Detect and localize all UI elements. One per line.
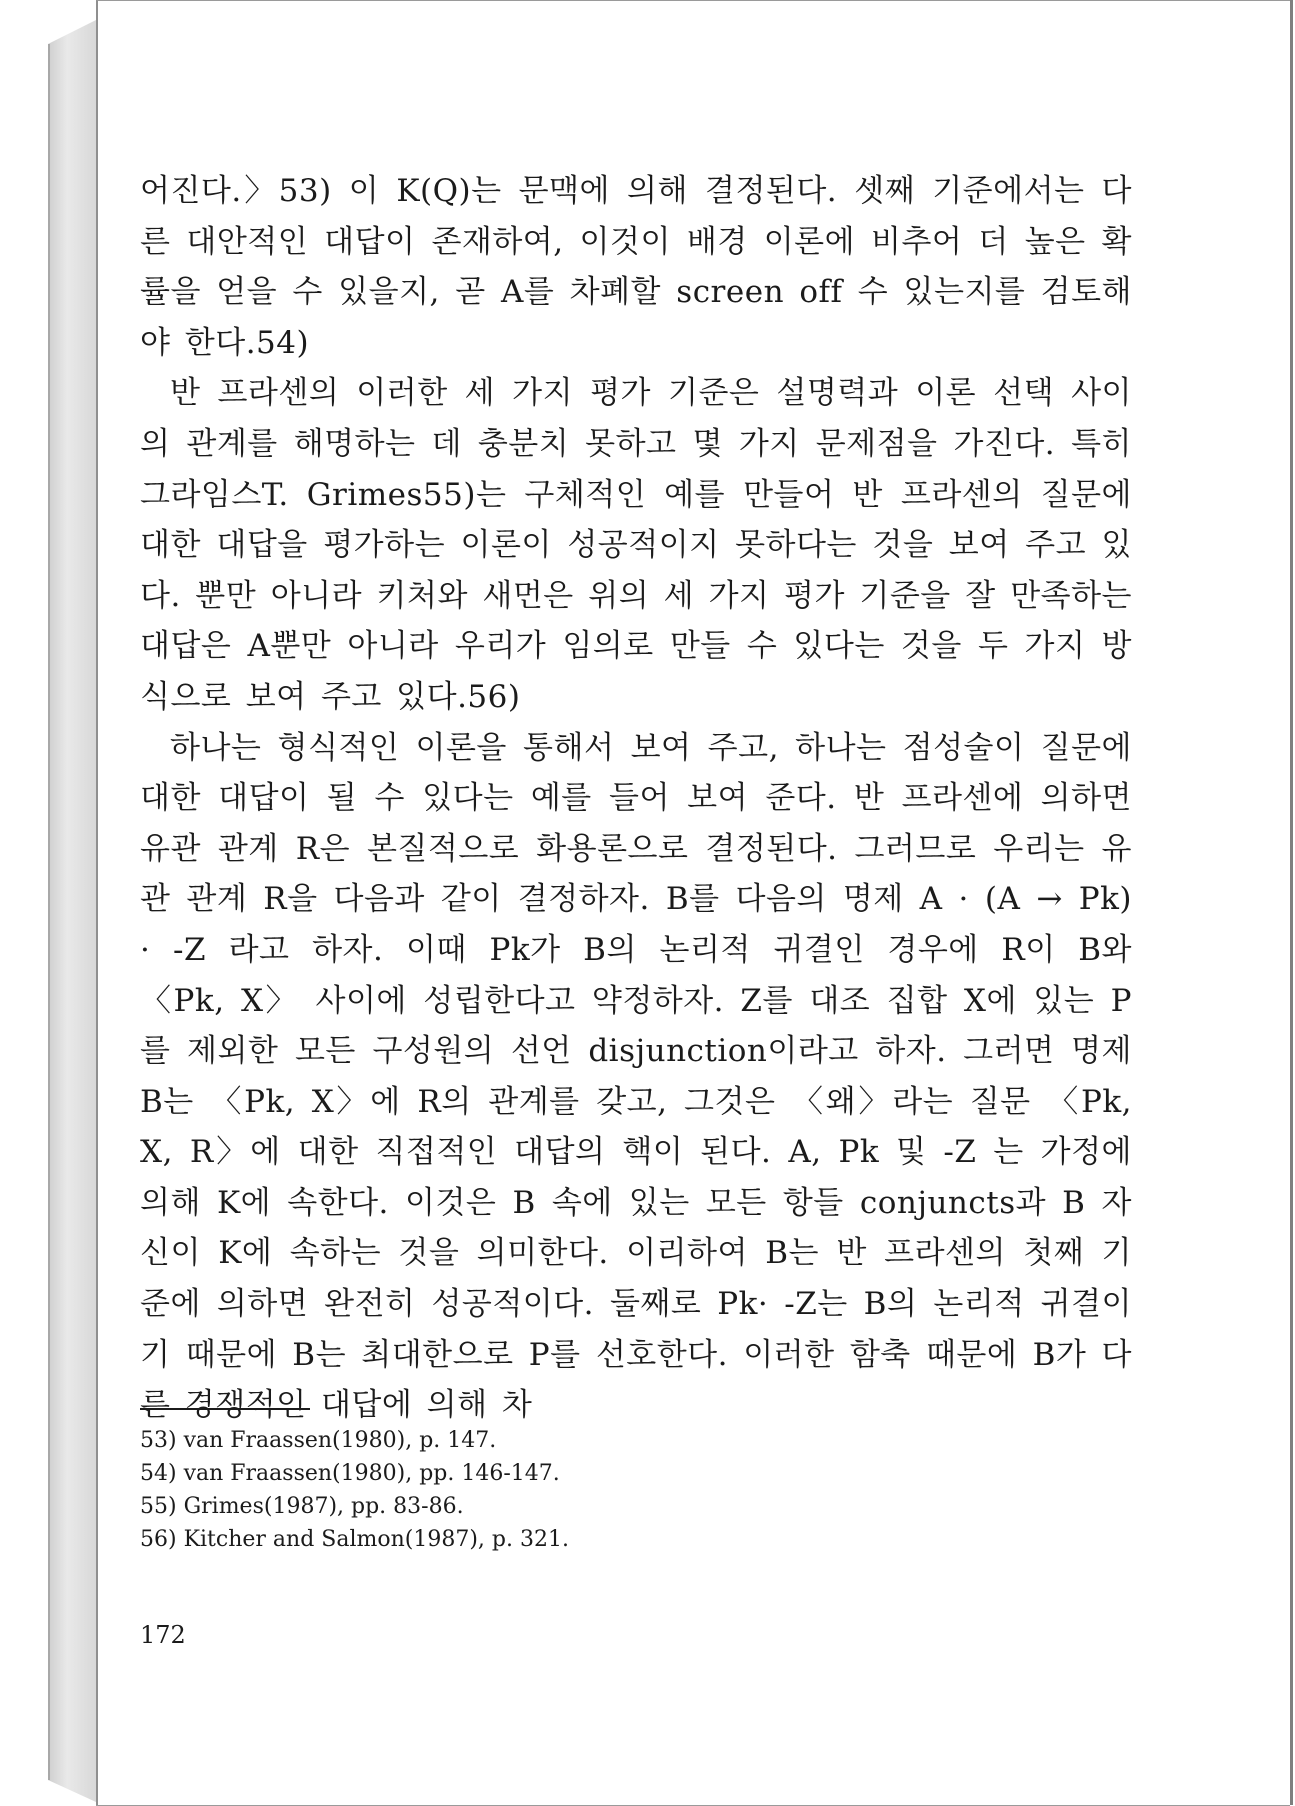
footnote-55: 55) Grimes(1987), pp. 83-86. — [140, 1494, 464, 1519]
footnote-54: 54) van Fraassen(1980), pp. 146-147. — [140, 1461, 560, 1486]
page-corner — [1260, 1, 1290, 31]
spine-edge — [48, 44, 50, 1780]
footnote-53: 53) van Fraassen(1980), p. 147. — [140, 1428, 497, 1453]
footnote-rule — [140, 1408, 310, 1410]
footnotes — [140, 1408, 1040, 1556]
body-text — [140, 166, 1132, 1431]
paragraph-3: 하나는 형식적인 이론을 통해서 보여 주고, 하나는 점성술이 질문에 대한 대답이 될 수 있다는 예를 들어 보여 준다. 반 프라센에 의하면 유관 관계 R은 본질적으로 화용론으로 결정된다. 그러므로 우리는 유관 관계 R을 다음과 같이 결정하자. B를 다음의 명제 A · (A → Pk) · -Z 라고 하자. 이때 Pk가 B의 논리적 귀결인 경우에 R이 B와 〈Pk, X〉 사이에 성립한다고 약정하자. Z를 대조 집합 X에 있는 P를 제외한 모든 구성원의 선언 disjunction이라고 하자. 그러면 명제 B는 〈Pk, X〉에 R의 관계를 갖고, 그것은 〈왜〉라는 질문 〈Pk, X, R〉에 대한 직접적인 대답의 핵이 된다. A, Pk 및 -Z 는 가정에 의해 K에 속한다. 이것은 B 속에 있는 모든 항들 conjuncts과 B 자신이 K에 속하는 것을 의미한다. 이리하여 B는 반 프라센의 첫째 기준에 의하면 완전히 성공적이다. 둘째로 Pk· -Z는 B의 논리적 귀결이기 때문에 B는 최대한으로 P를 선호한다. 이러한 함축 때문에 B가 다른 경쟁적인 대답에 의해 차 — [140, 729, 1132, 1424]
paragraph-1: 어진다.〉53) 이 K(Q)는 문맥에 의해 결정된다. 셋째 기준에서는 다른 대안적인 대답이 존재하여, 이것이 배경 이론에 비추어 더 높은 확률을 얻을 수 있을지, 곧 A를 차폐할 screen off 수 있는지를 검토해야 한다.54) — [140, 173, 1132, 361]
page-number: 172 — [140, 1621, 186, 1649]
footnote-56: 56) Kitcher and Salmon(1987), p. 321. — [140, 1527, 569, 1552]
paragraph-2: 반 프라센의 이러한 세 가지 평가 기준은 설명력과 이론 선택 사이의 관계를 해명하는 데 충분치 못하고 몇 가지 문제점을 가진다. 특히 그라임스T. Grimes55)는 구체적인 예를 만들어 반 프라센의 질문에 대한 대답을 평가하는 이론이 성공적이지 못하다는 것을 보여 주고 있다. 뿐만 아니라 키처와 새먼은 위의 세 가지 평가 기준을 잘 만족하는 대답은 A뿐만 아니라 우리가 임의로 만들 수 있다는 것을 두 가지 방식으로 보여 주고 있다.56) — [140, 375, 1132, 715]
book-spine — [48, 20, 96, 1802]
